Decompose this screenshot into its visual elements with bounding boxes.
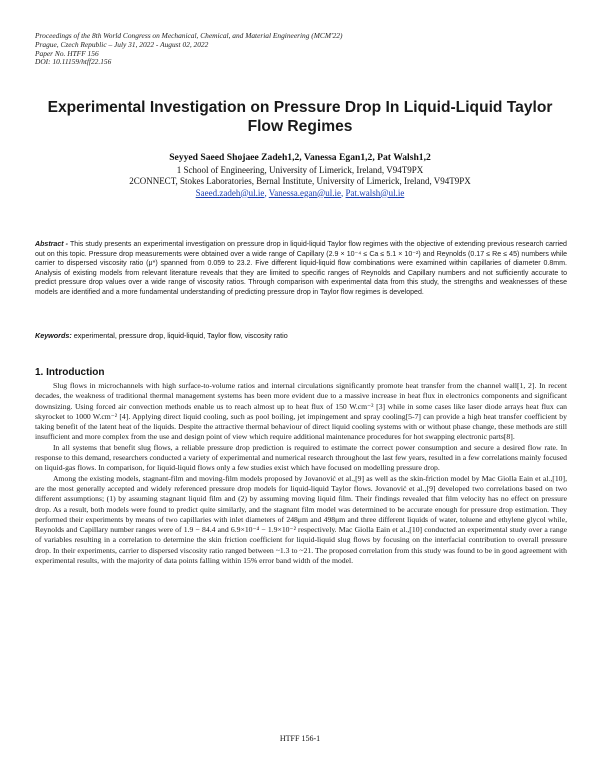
paragraph: Among the existing models, stagnant-film and moving-film models proposed by Jovanović et al.,[9] as well as the skin-friction model by Mac Giolla Eain et al.,[10], are the most generally accepted and widely referenced pressure drop models for liquid-liquid Taylor flows. Jovanović et al.,[9] developed two correlations based on two different assumptions; (1) by assuming stagnant liquid film and (2) by assuming moving liquid film. Their findings revealed that film velocity has no effect on pressure drop. As a result, both models were found to predict quite similarly, and the stagnant film model was determined to be accurate enough for pressure drop estimation. They performed their experiments by means of two capillaries with inlet diameters of 248μm and 498μm and three different liquids of water, toluene and ethylene glycol while, Reynolds and Capillary number ranges were of 1.9 − 84.4 and 6.9×10⁻⁴ − 1.9×10⁻² respectively. Mac Giolla Eain et al.,[10] conducted an experimental study over a range of variables resulting in a correlation to determine the skin friction coefficient for liquid-liquid slug flows by focusing on the interfacial contribution to overall pressure drop. In their experiments, carrier to dispersed viscosity ratio ranged between ~1.3 to ~21. The proposed correlation from this study was found to be in good agreement with experimental results, with the majority of data points falling within 15% error band width of the model. [35, 473, 567, 566]
keywords-text: experimental, pressure drop, liquid-liquid, Taylor flow, viscosity ratio [71, 331, 288, 340]
proceedings-header [35, 32, 455, 67]
doi: DOI: 10.11159/htff22.156 [35, 57, 112, 67]
author-block [40, 152, 560, 199]
conference-dates: Prague, Czech Republic – July 31, 2022 - August 02, 2022 [35, 39, 209, 49]
paragraph: Slug flows in microchannels with high surface-to-volume ratios and internal circulations significantly promote heat transfer from the channel wall[1, 2]. In recent decades, the weakness of traditional thermal management systems has been more evident due to a massive increase in heat flux in electronics components and significant downsizing. Using forced air convection methods enable us to reach almost up to heat flux of 150 W.cm⁻² [3] while in some cases like laser diode arrays heat flux can skyrocket to 1000 W.cm⁻² [4]. Applying direct liquid cooling, such as pool boiling, jet impingement and spray cooling[5-7] can provide a high heat transfer coefficient by taking benefit of the latent heat of the liquids. Despite the attractive thermal behaviour of direct liquid cooling systems with or without phase change, these methods are still insufficient and more complex from the use and design point of view which require additional maintenance procedures for hot swapping electronic parts[8]. [35, 381, 567, 442]
section-heading: 1. Introduction [35, 367, 105, 378]
keywords-label: Keywords: [35, 331, 72, 340]
email-link[interactable]: Vanessa.egan@ul.ie [268, 187, 342, 198]
abstract [35, 240, 567, 298]
page-footer: HTFF 156-1 [279, 734, 321, 743]
affiliation-2: 2CONNECT, Stokes Laboratories, Bernal Institute, University of Limerick, Ireland, V94T9PX [129, 176, 471, 186]
keywords [35, 331, 567, 340]
proceedings-line: Proceedings of the 8th World Congress on Mechanical, Chemical, and Material Engineering (MCM'22) [35, 31, 343, 40]
body-text [35, 381, 567, 566]
paper-number: Paper No. HTFF 156 [35, 48, 99, 58]
paper-title: Experimental Investigation on Pressure Drop In Liquid-Liquid Taylor Flow Regimes [47, 99, 553, 135]
abstract-text: This study presents an experimental investigation on pressure drop in liquid-liquid Taylor flow regimes with the objective of extending previous research carried out on this topic. Pressure drop measurements were obtained over a wide range of Capillary (2.9 × 10⁻⁴ ≤ Ca ≤ 5.1 × 10⁻²) and Reynolds (0.17 ≤ Re ≤ 45) numbers while carrier to dispersed viscosity ratio (μ*) spanned from 0.059 to 23.2. Five different liquid-liquid flow combinations were examined within capillaries of diameter 0.8mm. Analysis of existing models from relevant literature reveals that they are limited to specific ranges of Reynolds and Capillary numbers and not sufficiently accurate to predict pressure drop values over a wide range of viscosity ratios. Through comparison with experimental data from this study, the strengths and weaknesses of these models are identified and a more fundamental understanding of predicting pressure drop in Taylor flow regimes is developed. [35, 241, 567, 296]
email-link[interactable]: Pat.walsh@ul.ie [345, 187, 405, 198]
author-emails: Saeed.zadeh@ul.ie, Vanessa.egan@ul.ie, Pat.walsh@ul.ie [195, 187, 405, 198]
paragraph: In all systems that benefit slug flows, a reliable pressure drop prediction is required to estimate the correct power consumption and secure a desired flow rate. In response to this demand, researchers conducted a variety of experimental and numerical research throughout the last few years, resulted in a few correlations mainly focused on liquid-gas flows. In comparison, for liquid-liquid flows only a few studies exist which have focused on modelling pressure drop. [35, 442, 567, 473]
abstract-label: Abstract - [35, 241, 69, 248]
author-names: Seyyed Saeed Shojaee Zadeh1,2, Vanessa Egan1,2, Pat Walsh1,2 [169, 152, 431, 163]
affiliation-1: 1 School of Engineering, University of Limerick, Ireland, V94T9PX [176, 164, 424, 175]
email-link[interactable]: Saeed.zadeh@ul.ie [195, 187, 265, 198]
